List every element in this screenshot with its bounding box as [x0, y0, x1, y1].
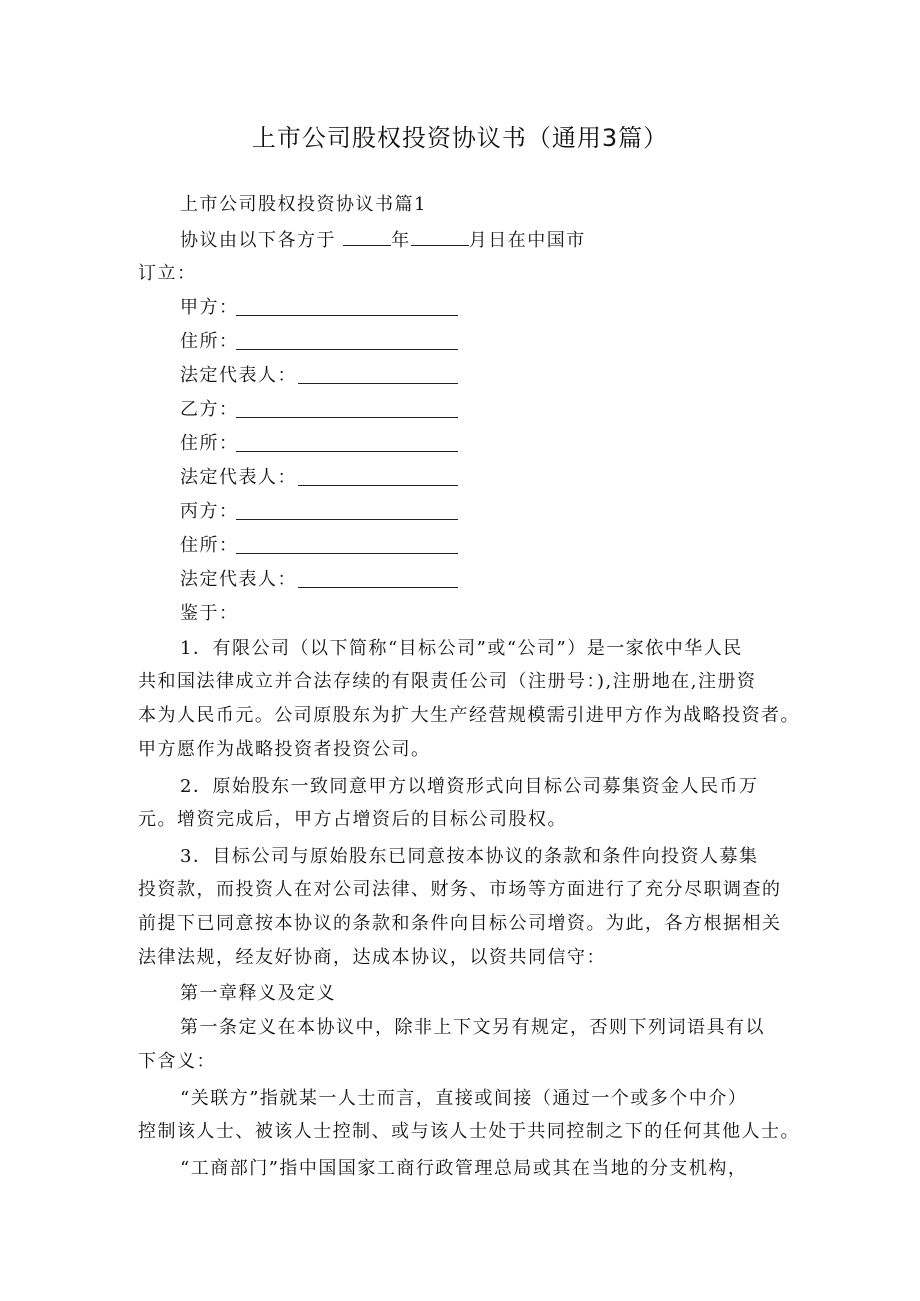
body-line: 共和国法律成立并合法存续的有限责任公司（注册号：),注册地在,注册资: [138, 671, 757, 692]
field-blank: [298, 485, 458, 486]
field-blank: [298, 587, 458, 588]
body-line: 第一条定义在本协议中，除非上下文另有规定，否则下列词语具有以: [180, 1017, 765, 1038]
field-label: 乙方：: [180, 399, 239, 420]
field-blank: [236, 315, 458, 316]
intro-year-unit: 年: [391, 230, 411, 251]
section-heading: 上市公司股权投资协议书篇1: [180, 194, 427, 215]
party-a-address-field: [180, 330, 239, 354]
field-blank: [236, 519, 458, 520]
field-label: 住所：: [180, 433, 239, 454]
body-line: 甲方愿作为战略投资者投资公司。: [138, 739, 431, 760]
field-label: 住所：: [180, 535, 239, 556]
party-b-address-field: [180, 432, 239, 456]
party-c-address-field: [180, 534, 239, 558]
body-line: 投资款，而投资人在对公司法律、财务、市场等方面进行了充分尽职调查的: [138, 879, 782, 900]
field-blank: [236, 553, 458, 554]
body-line: “工商部门”指中国国家工商行政管理总局或其在当地的分支机构，: [180, 1158, 748, 1179]
party-a-field: [180, 296, 239, 320]
field-label: 法定代表人：: [180, 365, 297, 386]
body-line: 2．原始股东一致同意甲方以增资形式向目标公司募集资金人民币万: [180, 776, 759, 797]
intro-line: [180, 227, 586, 253]
body-line: 前提下已同意按本协议的条款和条件向目标公司增资。为此，各方根据相关: [138, 913, 782, 934]
document-title: 上市公司股权投资协议书（通用3篇）: [251, 124, 669, 152]
month-blank: [411, 227, 469, 246]
field-label: 法定代表人：: [180, 467, 297, 488]
field-label: 甲方：: [180, 297, 239, 318]
intro-tail: 月日在中国市: [468, 230, 586, 251]
chapter-heading: 第一章释义及定义: [180, 983, 336, 1004]
party-c-field: [180, 500, 239, 524]
intro-pre: 协议由以下各方于: [180, 230, 336, 251]
party-b-representative-field: [180, 466, 297, 490]
field-label: 丙方：: [180, 501, 239, 522]
party-b-field: [180, 398, 239, 422]
field-label: 住所：: [180, 331, 239, 352]
year-blank: [343, 227, 391, 246]
field-blank: [236, 349, 458, 350]
body-line: 元。增资完成后，甲方占增资后的目标公司股权。: [138, 809, 567, 830]
field-blank: [236, 417, 458, 418]
body-line: 3．目标公司与原始股东已同意按本协议的条款和条件向投资人募集: [180, 846, 759, 867]
party-c-representative-field: [180, 568, 297, 592]
body-line: 1．有限公司（以下简称“目标公司”或“公司”）是一家依中华人民: [180, 638, 743, 659]
body-line: “关联方”指就某一人士而言，直接或间接（通过一个或多个中介）: [180, 1088, 748, 1109]
body-line: 下含义：: [138, 1051, 216, 1072]
intro-continuation: 订立：: [138, 263, 197, 284]
body-line: 本为人民币元。公司原股东为扩大生产经营规模需引进甲方作为战略投资者。: [138, 705, 800, 726]
field-label: 法定代表人：: [180, 569, 297, 590]
field-blank: [236, 451, 458, 452]
body-line: 控制该人士、被该人士控制、或与该人士处于共同控制之下的任何其他人士。: [138, 1121, 800, 1142]
body-line: 法律法规，经友好协商，达成本协议，以资共同信守：: [138, 947, 606, 968]
whereas-heading: 鉴于：: [180, 603, 239, 624]
field-blank: [298, 383, 458, 384]
party-a-representative-field: [180, 364, 297, 388]
